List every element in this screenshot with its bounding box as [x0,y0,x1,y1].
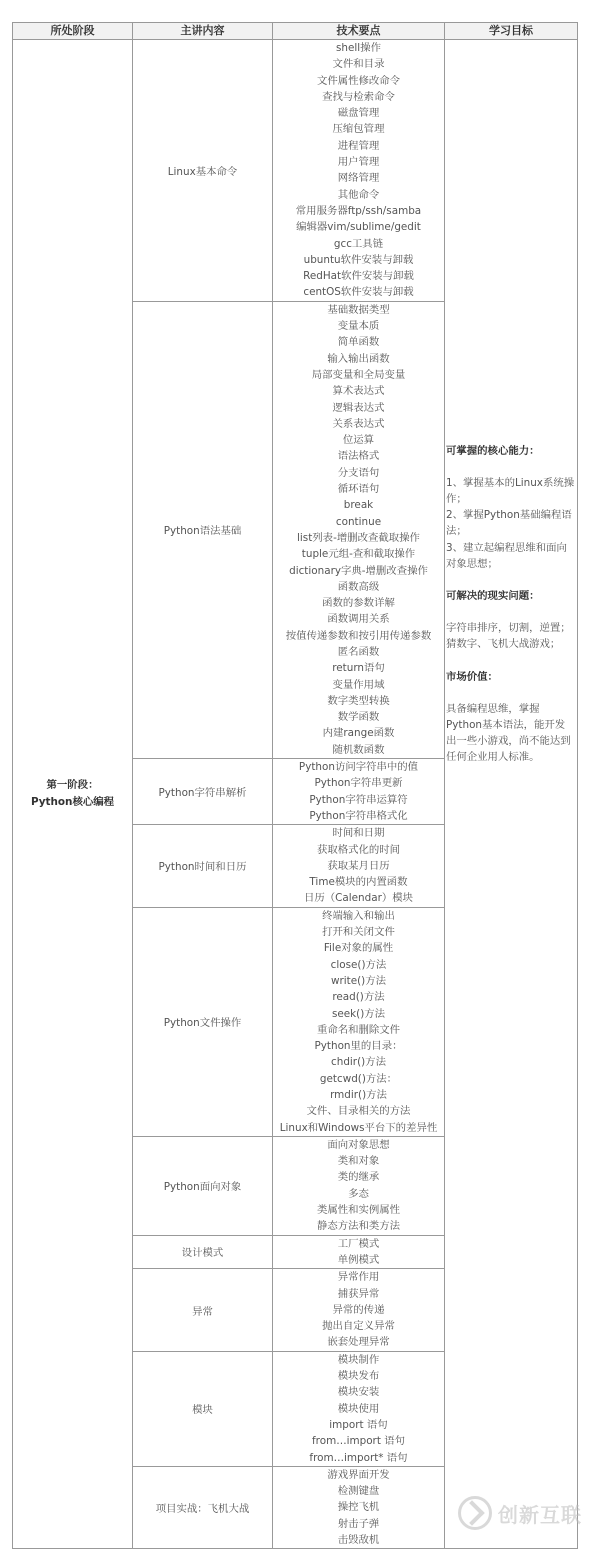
stage-label: 第一阶段： [46,779,99,792]
tech-point: Python字符串格式化 [309,809,408,822]
core-ability-item: 1、掌握基本的Linux系统操作； [446,476,575,506]
tech-point: continue [335,515,382,528]
tech-point: 其他命令 [337,188,380,201]
header-stage: 所处阶段 [13,23,133,40]
header-tech-points: 技术要点 [273,23,445,40]
spacer [446,604,575,620]
tech-point: import 语句 [329,1418,388,1431]
tech-point: chdir()方法 [331,1056,386,1069]
tech-point: gcc工具链 [333,237,384,250]
tech-points-cell [273,907,445,1136]
tech-point: 单例模式 [337,1253,380,1266]
spacer [446,572,575,588]
tech-point: centOS软件安装与卸载 [303,286,414,299]
tech-point: break [343,499,374,512]
header-row [13,23,578,40]
tech-point: 查找与检索命令 [322,90,395,103]
stage-cell [13,40,133,1549]
tech-point: 函数高级 [337,580,380,593]
tech-point: seek()方法 [331,1007,386,1020]
tech-points-cell [273,1351,445,1466]
goals-cell [445,40,578,1549]
tech-point: 变量作用域 [332,678,385,691]
tech-point: 用户管理 [337,156,380,169]
tech-point: Python字符串运算符 [309,793,408,806]
tech-point: 常用服务器ftp/ssh/samba [295,204,422,217]
tech-point: 关系表达式 [332,417,385,430]
tech-point: 算术表达式 [332,385,385,398]
core-ability-item: 3、建立起编程思维和面向对象思想； [446,541,567,570]
topic-cell: Linux基本命令 [133,40,273,302]
tech-points-cell [273,1269,445,1351]
header-content: 主讲内容 [133,23,273,40]
stage-label: Python核心编程 [30,796,115,809]
topic-cell: Python时间和日历 [133,825,273,907]
tech-point: 循环语句 [337,483,380,496]
topic-cell: Python文件操作 [133,907,273,1136]
tech-point: Time模块的内置函数 [309,876,408,889]
tech-point: 输入输出函数 [327,352,390,365]
tech-point: 函数调用关系 [327,613,390,626]
tech-point: rmdir()方法 [330,1089,387,1101]
tech-points-cell [273,301,445,758]
tech-point: 获取某月日历 [327,859,390,872]
tech-point: 抛出自定义异常 [322,1320,395,1333]
market-value-text: 具备编程思维，掌握Python基本语法，能开发出一些小游戏，尚不能达到任何企业用人标准。 [446,702,571,764]
tech-point: 匿名函数 [337,645,380,658]
goals-bottom-padding [446,766,575,1146]
tech-point: 类属性和实例属性 [316,1204,401,1217]
tech-point: 文件和目录 [332,58,385,71]
tech-point: dictionary字典-增删改查操作 [289,564,428,577]
tech-point: 数字类型转换 [327,694,390,707]
tech-point: 模块安装 [337,1386,380,1399]
problem-item: 猜数字、飞机大战游戏； [446,638,561,651]
tech-point: 简单函数 [337,336,380,349]
topic-cell: 异常 [133,1269,273,1351]
topic-cell: 设计模式 [133,1235,273,1269]
tech-point: 类的继承 [337,1171,380,1184]
topic-cell: Python字符串解析 [133,759,273,825]
module-row [13,40,578,302]
tech-point: 语法格式 [337,450,380,463]
tech-point: 随机数函数 [332,743,385,756]
tech-point: Python字符串更新 [314,777,403,790]
tech-point: 变量本质 [337,320,380,333]
topic-cell: 模块 [133,1351,273,1466]
tech-point: from…import* 语句 [309,1451,408,1464]
tech-point: 静态方法和类方法 [316,1220,401,1233]
tech-point: 时间和日期 [332,827,385,840]
problems-title: 可解决的现实问题： [446,590,540,603]
tech-point: shell操作 [336,42,381,54]
watermark [458,1496,582,1530]
tech-point: 基础数据类型 [327,303,390,316]
tech-point: 异常作用 [337,1271,380,1284]
tech-point: 获取格式化的时间 [316,843,401,856]
tech-point: 函数的参数详解 [322,597,395,610]
topic-cell: Python面向对象 [133,1136,273,1235]
tech-point: 射击子弹 [337,1517,380,1530]
tech-points-cell [273,1235,445,1269]
topic-cell: Python语法基础 [133,301,273,758]
tech-point: 编辑器vim/sublime/gedit [296,221,421,234]
tech-point: 磁盘管理 [337,107,380,120]
tech-point: 位运算 [342,434,375,447]
tech-point: write()方法 [330,974,386,987]
tech-point: 文件、目录相关的方法 [306,1105,411,1118]
tech-point: 模块使用 [337,1402,380,1415]
tech-point: ubuntu软件安装与卸载 [303,253,414,266]
spacer [446,685,575,701]
tech-point: 嵌套处理异常 [327,1336,390,1349]
tech-point: 分支语句 [337,466,380,479]
tech-point: 打开和关闭文件 [322,926,395,939]
tech-point: 进程管理 [337,139,380,152]
core-ability-item: 2、掌握Python基础编程语法； [446,509,572,538]
tech-point: Python里的目录： [314,1040,403,1053]
tech-point: 工厂模式 [337,1237,380,1250]
tech-points-cell [273,40,445,302]
tech-point: 局部变量和全局变量 [311,368,406,381]
market-value-title: 市场价值： [446,670,498,683]
tech-point: read()方法 [332,991,385,1004]
tech-points-cell [273,1136,445,1235]
spacer [446,459,575,475]
tech-point: return语句 [332,662,385,675]
tech-point: 文件属性修改命令 [316,74,401,87]
tech-point: 异常的传递 [332,1303,385,1316]
tech-point: Python访问字符串中的值 [298,761,419,774]
chuangxin-logo-icon [458,1496,492,1530]
tech-point: 内建range函数 [322,727,395,740]
header-goals: 学习目标 [445,23,578,40]
tech-point: 击毁敌机 [337,1534,380,1547]
problem-item: 字符串排序，切割，逆置； [446,622,571,635]
tech-point: tuple元组-查和截取操作 [301,548,416,561]
curriculum-table [12,22,578,1549]
tech-points-cell [273,825,445,907]
tech-point: from…import 语句 [312,1435,405,1448]
core-ability-title: 可掌握的核心能力： [446,444,540,457]
tech-point: 操控飞机 [337,1501,380,1514]
tech-point: Linux和Windows平台下的差异性 [279,1121,438,1134]
tech-point: 模块发布 [337,1370,380,1383]
tech-point: 面向对象思想 [327,1138,390,1151]
topic-cell: 项目实战：飞机大战 [133,1466,273,1548]
tech-point: 多态 [348,1187,369,1200]
tech-point: File对象的属性 [323,942,394,955]
tech-points-cell [273,1466,445,1548]
tech-point: close()方法 [330,958,387,971]
tech-point: 数学函数 [337,711,380,724]
tech-point: 逻辑表达式 [332,401,385,414]
tech-point: getcwd()方法： [319,1072,398,1085]
tech-point: 网络管理 [337,172,380,185]
tech-points-cell [273,759,445,825]
tech-point: 捕获异常 [337,1287,380,1300]
tech-point: 游戏界面开发 [327,1468,390,1481]
tech-point: 终端输入和输出 [322,909,395,922]
tech-point: list列表-增删改查截取操作 [297,531,420,544]
watermark-text: 创新互联 [498,1502,582,1527]
tech-point: RedHat软件安装与卸载 [303,270,414,283]
tech-point: 检测键盘 [337,1485,380,1498]
tech-point: 模块制作 [337,1353,380,1366]
spacer [446,653,575,669]
tech-point: 重命名和删除文件 [316,1023,401,1036]
tech-point: 日历（Calendar）模块 [303,892,414,905]
tech-point: 按值传递参数和按引用传递参数 [285,629,432,642]
tech-point: 压缩包管理 [332,123,385,136]
tech-point: 类和对象 [337,1155,380,1168]
